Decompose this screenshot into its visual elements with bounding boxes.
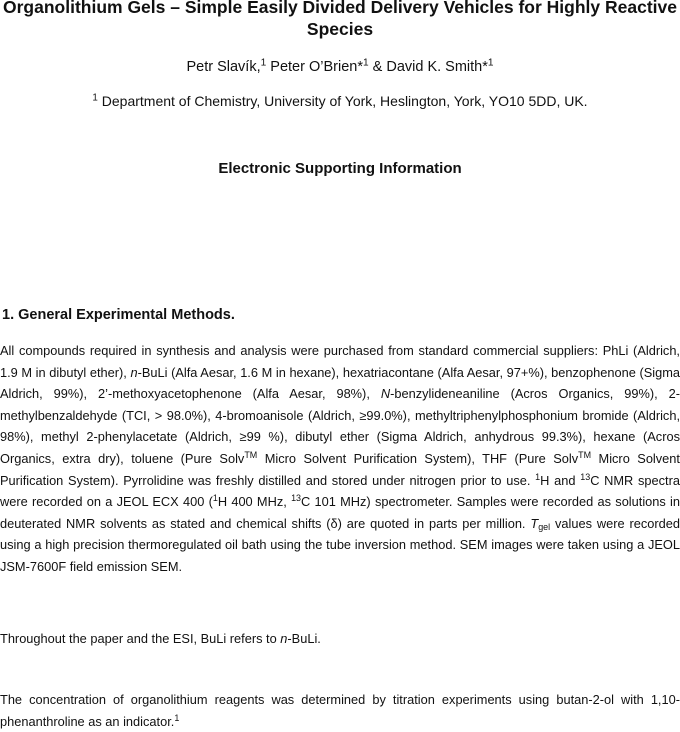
text-run: All compounds required in synthesis and analysis were purchased from standard commercial suppliers: PhLi (Aldrich, 1.9 M in dibutyl ether), bbox=[0, 343, 680, 380]
text-run: The concentration of organolithium reagents was determined by titration experiments using butan-2-ol with 1,10-phenanthroline as an indicator. bbox=[0, 692, 680, 729]
reference-mark: 1 bbox=[174, 712, 180, 723]
author-affiliation-mark: 1 bbox=[362, 57, 369, 69]
author-affiliation-mark: 1 bbox=[260, 57, 267, 69]
italic-run: n bbox=[130, 364, 138, 380]
italic-run: T bbox=[530, 515, 539, 531]
text-run: Micro Solvent Purification System), THF (Pure Solv bbox=[264, 450, 579, 466]
author-obrien: Peter O’Brien* bbox=[270, 59, 363, 75]
text-run: -BuLi. bbox=[287, 631, 321, 646]
trademark-sup: TM bbox=[244, 450, 258, 461]
general-methods-paragraph bbox=[0, 340, 680, 578]
isotope-sup: 13 bbox=[580, 471, 591, 482]
gel-subscript: gel bbox=[538, 521, 551, 532]
italic-run: N bbox=[380, 386, 391, 402]
text-run: -benzylideneaniline (Acros Organics, 99%), 2-methylbenzaldehyde (TCI, > 98.0%), 4-bromoanisole (Aldrich, ≥99.0%), methyltriphenylphosphonium bromide (Aldrich, 98%), methyl 2-phenylacetate (Aldrich, ≥99 %), dibutyl ether (Sigma Aldrich, anhydrous 99.3%), hexane (Acros Organics, extra dry), toluene (Pure Solv bbox=[0, 386, 680, 466]
esi-heading: Electronic Supporting Information bbox=[218, 160, 462, 177]
isotope-sup: 13 bbox=[291, 493, 302, 504]
text-run: Micro Solvent Purification System). Pyrrolidine was freshly distilled and stored under nitrogen prior to use. bbox=[0, 450, 680, 488]
section-heading: 1. General Experimental Methods. bbox=[2, 307, 235, 323]
text-run: H 400 MHz, bbox=[217, 494, 287, 510]
author-list bbox=[0, 57, 680, 77]
isotope-sup: 1 bbox=[212, 493, 218, 504]
italic-run: n bbox=[280, 631, 288, 646]
author-slavik: Petr Slavík, bbox=[186, 59, 261, 75]
text-run: -BuLi (Alfa Aesar, 1.6 M in hexane), hexatriacontane (Alfa Aesar, 97+%), benzophenone (Sigma Aldrich, 99%), 2’-methoxyacetophenone (Alfa Aesar, 98%), bbox=[0, 364, 680, 402]
affiliation-text: Department of Chemistry, University of York, Heslington, York, YO10 5DD, UK. bbox=[101, 93, 588, 109]
text-run: C NMR spectra were recorded on a JEOL ECX 400 ( bbox=[0, 472, 680, 510]
buli-note-paragraph bbox=[0, 628, 680, 650]
titration-paragraph bbox=[0, 689, 680, 732]
affiliation-mark: 1 bbox=[92, 92, 98, 104]
text-run: C 101 MHz) spectrometer. Samples were recorded as solutions in deuterated NMR solvents as stated and chemical shifts (δ) are quoted in parts per million. bbox=[0, 494, 680, 531]
affiliation bbox=[0, 91, 680, 111]
author-smith: David K. Smith* bbox=[386, 59, 488, 75]
text-run: H and bbox=[540, 472, 576, 488]
text-run: Throughout the paper and the ESI, BuLi refers to bbox=[0, 631, 277, 646]
text-run: values were recorded using a high precision thermoregulated oil bath using the tube inversion method. SEM images were taken using a JEOL JSM-7600F field emission SEM. bbox=[0, 515, 680, 574]
trademark-sup: TM bbox=[578, 450, 592, 461]
author-joiner: & bbox=[372, 59, 383, 75]
isotope-sup: 1 bbox=[535, 471, 541, 482]
paper-title: Organolithium Gels – Simple Easily Divided Delivery Vehicles for Highly Reactive Species bbox=[3, 0, 677, 39]
author-affiliation-mark: 1 bbox=[487, 57, 494, 69]
